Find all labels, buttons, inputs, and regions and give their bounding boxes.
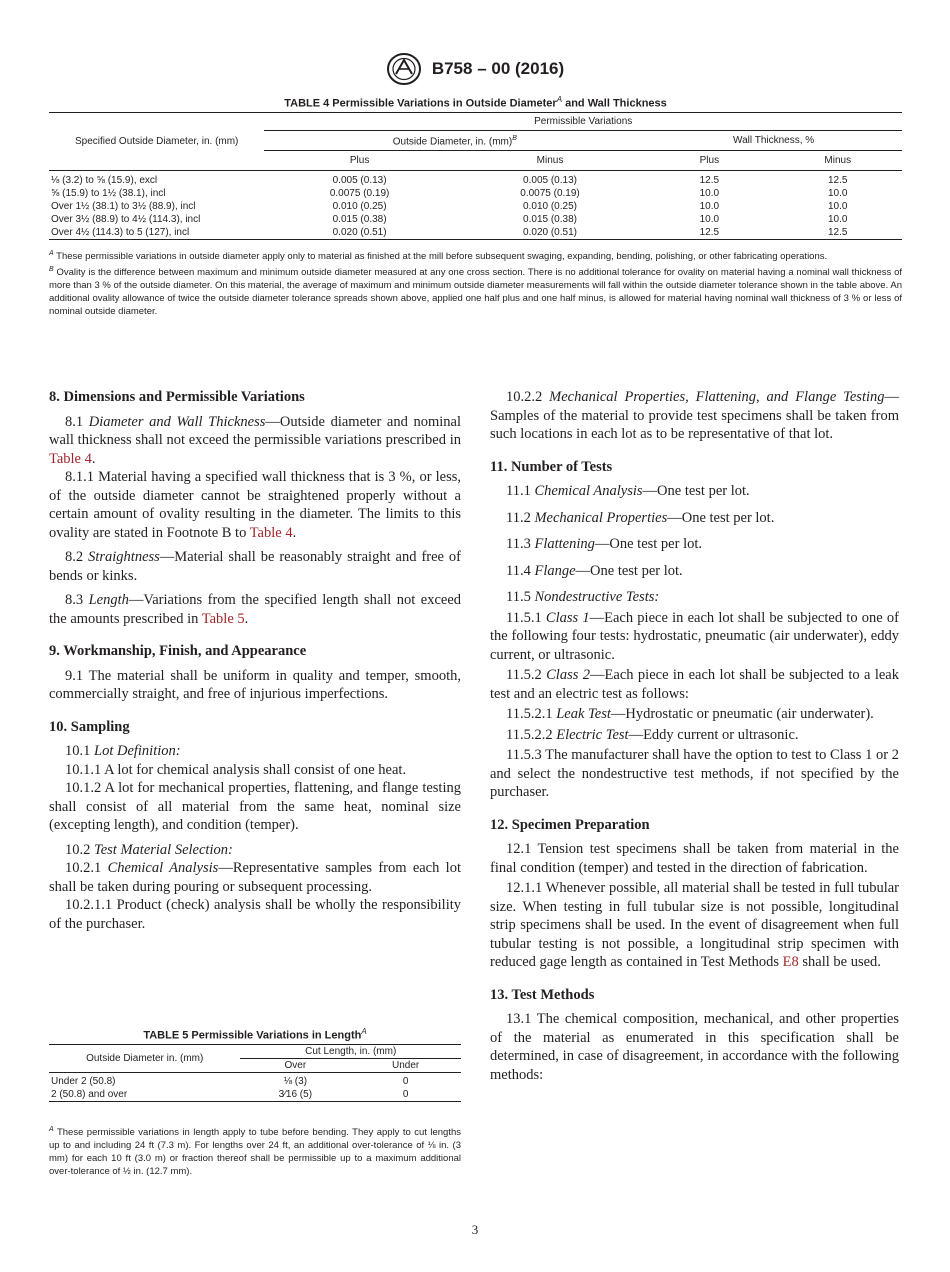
paragraph-10-1: 10.1 Lot Definition: xyxy=(65,743,181,759)
paragraph-10-2-1: 10.2.1 Chemical Analysis—Representative samples from each lot shall be taken during pouring or subsequent processing. xyxy=(49,860,461,895)
paragraph-11-5-3: 11.5.3 The manufacturer shall have the option to test to Class 1 or 2 and select the nondestructive test methods, if not specified by the purchaser. xyxy=(490,747,899,800)
paragraph-8-1-1: 8.1.1 Material having a specified wall thickness that is 3 %, or less, of the outside diameter cannot be straightened properly without a certain amount of ovality resulting in the diameter. The limits to this ovality are stated in Footnote B to Table 4. xyxy=(49,469,461,541)
paragraph-9-1: 9.1 The material shall be uniform in quality and temper, smooth, commercially straight, and free of injurious imperfections. xyxy=(49,667,461,702)
page-number: 3 xyxy=(471,1222,479,1237)
paragraph-11-5-2-1: 11.5.2.1 Leak Test—Hydrostatic or pneumatic (air underwater). xyxy=(506,706,874,722)
paragraph-11-5-1: 11.5.1 Class 1—Each piece in each lot shall be subjected to one of the following four tests: hydrostatic, pneumatic (air underwater), eddy current, or ultrasonic. xyxy=(490,609,899,663)
table-row: ⅝ (15.9) to 1½ (38.1), incl 0.0075 (0.19) 0.0075 (0.19) 10.0 10.0 xyxy=(51,188,848,199)
section-10-title: 10. Sampling xyxy=(49,718,130,735)
table-5-header-over: Over xyxy=(240,1059,350,1073)
table-5-link[interactable]: Table 5 xyxy=(201,610,245,627)
left-column xyxy=(49,388,461,933)
astm-logo-icon xyxy=(386,52,422,86)
section-13-title: 13. Test Methods xyxy=(490,986,595,1003)
table-4-header-wt-plus: Plus xyxy=(645,151,773,171)
table-4-link[interactable]: Table 4 xyxy=(249,524,293,541)
paragraph-11-5-2-2: 11.5.2.2 Electric Test—Eddy current or ultrasonic. xyxy=(506,726,799,743)
table-5-header-od: Outside Diameter in. (mm) xyxy=(49,1045,240,1073)
table-4-link[interactable]: Table 4 xyxy=(49,450,92,467)
paragraph-11-5: 11.5 Nondestructive Tests: xyxy=(506,589,660,605)
table-4-footnote-a: $^A$ These permissible variations in outside diameter apply only to material as finished at the mill before subsequent swaging, expanding, bending, polishing, or other fabricating operations. xyxy=(49,250,828,263)
paragraph-10-1-2: 10.1.2 A lot for mechanical properties, flattening, and flange testing shall consist of all material from the same heat, nominal size (excepting length), and condition (temper). xyxy=(49,780,461,833)
table-4-footnote-b: $^B$ Ovality is the difference between maximum and minimum outside diameter measured at any one cross section. There is no additional tolerance for ovality on material having a nominal wall thickness of more than 3 % of the outside diameter. On this material, the average of maximum and minimum outside diameter measurements will fall within the outside diameter tolerance shown in the table above. An additional ovality allowance of twice the outside diameter tolerance spreads shown above, applied one half plus and one half minus, is allowed for material having nominal wall thickness of 3 % or less of nominal outside diameter. xyxy=(49,266,903,318)
section-12-title: 12. Specimen Preparation xyxy=(490,816,650,833)
table-4-footnotes xyxy=(49,247,902,318)
table-row: Over 1½ (38.1) to 3½ (88.9), incl 0.010 (0.25) 0.010 (0.25) 10.0 10.0 xyxy=(51,201,848,212)
table-5-caption: TABLE 5 Permissible Variations in Length$^A$ xyxy=(143,1027,367,1042)
paragraph-11-3: 11.3 Flattening—One test per lot. xyxy=(506,536,703,552)
paragraph-10-2: 10.2 Test Material Selection: xyxy=(65,841,233,858)
table-4-header-wt-minus: Minus xyxy=(773,151,902,171)
paragraph-11-5-2: 11.5.2 Class 2—Each piece in each lot shall be subjected to a leak test and an electric test as follows: xyxy=(490,667,899,702)
table-4-header-od: Outside Diameter, in. (mm)$^B$ xyxy=(264,131,645,151)
table-row: 2 (50.8) and over 3⁄16 (5) 0 xyxy=(49,1088,461,1102)
table-4-caption: TABLE 4 Permissible Variations in Outside Diameter$^A$ and Wall Thickness xyxy=(284,95,667,110)
section-9-title: 9. Workmanship, Finish, and Appearance xyxy=(49,643,307,659)
table-row: Over 4½ (114.3) to 5 (127), incl 0.020 (0.51) 0.020 (0.51) 12.5 12.5 xyxy=(49,226,902,240)
right-column xyxy=(490,388,899,1084)
paragraph-12-1-1: 12.1.1 Whenever possible, all material shall be tested in full tubular size. When testing in full tubular size is not possible, longitudinal strip specimens shall be used. In the event of disagreement when full tubular testing is not possible, a longitudinal strip specimen with reduced gage length as contained in Test Methods E8 shall be used. xyxy=(490,880,899,970)
table-4-header-wall: Wall Thickness, % xyxy=(645,131,902,151)
paragraph-13-1: 13.1 The chemical composition, mechanical, and other properties of the material as enumerated in this specification shall be determined, in case of disagreement, in accordance with the following methods: xyxy=(490,1011,899,1083)
table-4-header-permissible: Permissible Variations xyxy=(264,113,902,131)
table-5-header-cut: Cut Length, in. (mm) xyxy=(240,1045,461,1059)
table-5 xyxy=(49,1044,461,1102)
paragraph-11-2: 11.2 Mechanical Properties—One test per lot. xyxy=(506,509,775,526)
table-4-header-od-plus: Plus xyxy=(264,151,454,171)
table-row: Over 3½ (88.9) to 4½ (114.3), incl 0.015 (0.38) 0.015 (0.38) 10.0 10.0 xyxy=(51,214,848,225)
e8-link[interactable]: E8 xyxy=(782,954,799,970)
paragraph-11-1: 11.1 Chemical Analysis—One test per lot. xyxy=(506,483,750,499)
paragraph-10-1-1: 10.1.1 A lot for chemical analysis shall consist of one heat. xyxy=(65,761,407,778)
table-4-header-od-minus: Minus xyxy=(455,151,645,171)
page-header xyxy=(0,52,950,86)
table-4 xyxy=(49,112,902,240)
paragraph-10-2-2: 10.2.2 Mechanical Properties, Flattening, and Flange Testing—Samples of the material to provide test specimens shall be taken from such locations in each lot as to be representative of that lot. xyxy=(490,389,900,442)
paragraph-11-4: 11.4 Flange—One test per lot. xyxy=(506,562,683,579)
table-row: Under 2 (50.8) ⅛ (3) 0 xyxy=(51,1076,409,1087)
section-11-title: 11. Number of Tests xyxy=(490,458,613,475)
table-5-header-under: Under xyxy=(350,1059,461,1073)
paragraph-8-3: 8.3 Length—Variations from the specified length shall not exceed the amounts prescribed in Table 5. xyxy=(49,592,462,627)
paragraph-10-2-1-1: 10.2.1.1 Product (check) analysis shall be wholly the responsibility of the purchaser. xyxy=(49,897,461,932)
section-8-title: 8. Dimensions and Permissible Variations xyxy=(49,389,305,405)
table-row: ⅛ (3.2) to ⅝ (15.9), excl 0.005 (0.13) 0.005 (0.13) 12.5 12.5 xyxy=(51,175,848,186)
paragraph-12-1: 12.1 Tension test specimens shall be taken from material in the final condition (temper) and tested in the direction of fabrication. xyxy=(490,841,899,876)
paragraph-8-2: 8.2 Straightness—Material shall be reasonably straight and free of bends or kinks. xyxy=(49,549,462,584)
paragraph-8-1: 8.1 Diameter and Wall Thickness—Outside diameter and nominal wall thickness shall not exceed the permissible variations prescribed in Table 4. xyxy=(49,413,461,467)
table-4-header-size: Specified Outside Diameter, in. (mm) xyxy=(49,113,264,171)
table-5-footnote-a: $^A$ These permissible variations in length apply to tube before bending. They apply to cut lengths up to and including 24 ft (7.3 m). For lengths over 24 ft, an additional over-tolerance of ⅛ in. (3 mm) for each 10 ft (3.0 m) or fraction thereof shall be permissible up to a maximum additional over-tolerance of ½ in. (12.7 mm). xyxy=(49,1126,462,1178)
document-id: B758 – 00 (2016) xyxy=(431,59,565,78)
